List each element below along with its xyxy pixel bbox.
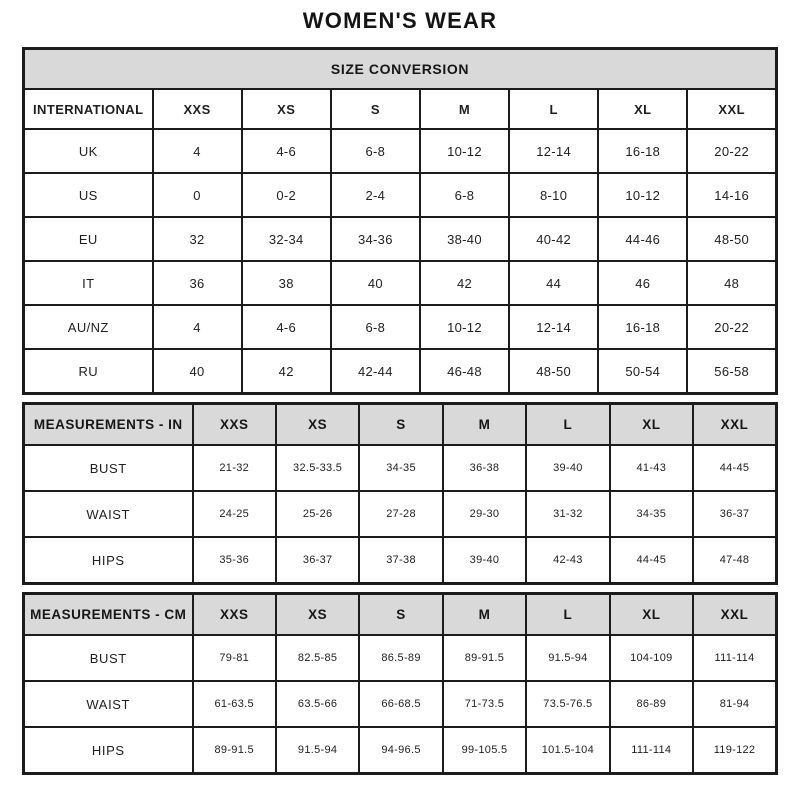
column-header: M	[420, 89, 509, 129]
table-row	[24, 635, 777, 681]
table-row	[24, 305, 777, 349]
column-header: M	[443, 594, 526, 636]
row-label: EU	[24, 217, 153, 261]
value-cell: 16-18	[598, 305, 687, 349]
value-cell: 0-2	[242, 173, 331, 217]
column-header: L	[526, 594, 609, 636]
row-label: RU	[24, 349, 153, 394]
value-cell: 50-54	[598, 349, 687, 394]
value-cell: 111-114	[693, 635, 776, 681]
row-label: WAIST	[24, 491, 193, 537]
value-cell: 73.5-76.5	[526, 681, 609, 727]
value-cell: 29-30	[443, 491, 526, 537]
value-cell: 39-40	[443, 537, 526, 584]
column-header: S	[359, 594, 442, 636]
column-header-row	[24, 594, 777, 636]
value-cell: 34-35	[610, 491, 693, 537]
value-cell: 44-46	[598, 217, 687, 261]
value-cell: 44-45	[693, 445, 776, 491]
value-cell: 20-22	[687, 305, 776, 349]
value-cell: 89-91.5	[193, 727, 276, 774]
value-cell: 48-50	[509, 349, 598, 394]
column-header: XXS	[153, 89, 242, 129]
value-cell: 71-73.5	[443, 681, 526, 727]
table-row	[24, 217, 777, 261]
value-cell: 48	[687, 261, 776, 305]
value-cell: 66-68.5	[359, 681, 442, 727]
value-cell: 40-42	[509, 217, 598, 261]
value-cell: 56-58	[687, 349, 776, 394]
value-cell: 34-36	[331, 217, 420, 261]
value-cell: 6-8	[420, 173, 509, 217]
value-cell: 44-45	[610, 537, 693, 584]
value-cell: 104-109	[610, 635, 693, 681]
value-cell: 39-40	[526, 445, 609, 491]
value-cell: 86-89	[610, 681, 693, 727]
value-cell: 32.5-33.5	[276, 445, 359, 491]
column-header: XL	[610, 594, 693, 636]
table-row	[24, 681, 777, 727]
value-cell: 21-32	[193, 445, 276, 491]
table-row	[24, 537, 777, 584]
value-cell: 42	[242, 349, 331, 394]
column-header-row	[24, 404, 777, 446]
measurements-cm-table	[22, 592, 778, 775]
row-label: BUST	[24, 445, 193, 491]
value-cell: 8-10	[509, 173, 598, 217]
row-label: IT	[24, 261, 153, 305]
value-cell: 4	[153, 129, 242, 173]
table-header-row	[24, 49, 777, 90]
size-conversion-table	[22, 47, 778, 395]
value-cell: 41-43	[610, 445, 693, 491]
value-cell: 36-38	[443, 445, 526, 491]
value-cell: 10-12	[598, 173, 687, 217]
value-cell: 63.5-66	[276, 681, 359, 727]
column-header: S	[359, 404, 442, 446]
value-cell: 44	[509, 261, 598, 305]
column-header: XL	[598, 89, 687, 129]
value-cell: 89-91.5	[443, 635, 526, 681]
column-header: XXL	[693, 404, 776, 446]
value-cell: 46-48	[420, 349, 509, 394]
value-cell: 32	[153, 217, 242, 261]
column-header: XXS	[193, 404, 276, 446]
column-header: XXL	[693, 594, 776, 636]
table-header: MEASUREMENTS - IN	[24, 404, 193, 446]
value-cell: 6-8	[331, 305, 420, 349]
value-cell: 4	[153, 305, 242, 349]
page-title: WOMEN'S WEAR	[302, 8, 498, 33]
value-cell: 40	[153, 349, 242, 394]
row-label: HIPS	[24, 537, 193, 584]
table-header: SIZE CONVERSION	[24, 49, 777, 90]
value-cell: 31-32	[526, 491, 609, 537]
column-header: XL	[610, 404, 693, 446]
value-cell: 24-25	[193, 491, 276, 537]
column-header: XS	[276, 594, 359, 636]
corner-header: INTERNATIONAL	[24, 89, 153, 129]
value-cell: 91.5-94	[526, 635, 609, 681]
value-cell: 38	[242, 261, 331, 305]
value-cell: 91.5-94	[276, 727, 359, 774]
table-row	[24, 173, 777, 217]
row-label: AU/NZ	[24, 305, 153, 349]
value-cell: 0	[153, 173, 242, 217]
value-cell: 20-22	[687, 129, 776, 173]
value-cell: 101.5-104	[526, 727, 609, 774]
value-cell: 61-63.5	[193, 681, 276, 727]
value-cell: 42-43	[526, 537, 609, 584]
value-cell: 46	[598, 261, 687, 305]
table-header: MEASUREMENTS - CM	[24, 594, 193, 636]
value-cell: 35-36	[193, 537, 276, 584]
value-cell: 25-26	[276, 491, 359, 537]
value-cell: 47-48	[693, 537, 776, 584]
value-cell: 10-12	[420, 129, 509, 173]
column-header: XXL	[687, 89, 776, 129]
value-cell: 36-37	[693, 491, 776, 537]
value-cell: 6-8	[331, 129, 420, 173]
table-row	[24, 491, 777, 537]
measurements-in-table	[22, 402, 778, 585]
value-cell: 40	[331, 261, 420, 305]
value-cell: 42	[420, 261, 509, 305]
value-cell: 4-6	[242, 305, 331, 349]
value-cell: 36	[153, 261, 242, 305]
column-header: S	[331, 89, 420, 129]
row-label: BUST	[24, 635, 193, 681]
value-cell: 16-18	[598, 129, 687, 173]
value-cell: 42-44	[331, 349, 420, 394]
column-header-row	[24, 89, 777, 129]
column-header: M	[443, 404, 526, 446]
row-label: US	[24, 173, 153, 217]
row-label: UK	[24, 129, 153, 173]
value-cell: 12-14	[509, 129, 598, 173]
value-cell: 12-14	[509, 305, 598, 349]
value-cell: 4-6	[242, 129, 331, 173]
value-cell: 79-81	[193, 635, 276, 681]
value-cell: 81-94	[693, 681, 776, 727]
value-cell: 27-28	[359, 491, 442, 537]
value-cell: 2-4	[331, 173, 420, 217]
table-row	[24, 129, 777, 173]
table-row	[24, 445, 777, 491]
value-cell: 48-50	[687, 217, 776, 261]
value-cell: 82.5-85	[276, 635, 359, 681]
row-label: HIPS	[24, 727, 193, 774]
value-cell: 99-105.5	[443, 727, 526, 774]
column-header: XS	[276, 404, 359, 446]
table-row	[24, 349, 777, 394]
column-header: L	[509, 89, 598, 129]
column-header: L	[526, 404, 609, 446]
table-row	[24, 727, 777, 774]
value-cell: 94-96.5	[359, 727, 442, 774]
value-cell: 111-114	[610, 727, 693, 774]
row-label: WAIST	[24, 681, 193, 727]
value-cell: 37-38	[359, 537, 442, 584]
value-cell: 86.5-89	[359, 635, 442, 681]
value-cell: 36-37	[276, 537, 359, 584]
value-cell: 10-12	[420, 305, 509, 349]
column-header: XS	[242, 89, 331, 129]
value-cell: 119-122	[693, 727, 776, 774]
value-cell: 38-40	[420, 217, 509, 261]
value-cell: 32-34	[242, 217, 331, 261]
column-header: XXS	[193, 594, 276, 636]
value-cell: 34-35	[359, 445, 442, 491]
table-row	[24, 261, 777, 305]
value-cell: 14-16	[687, 173, 776, 217]
